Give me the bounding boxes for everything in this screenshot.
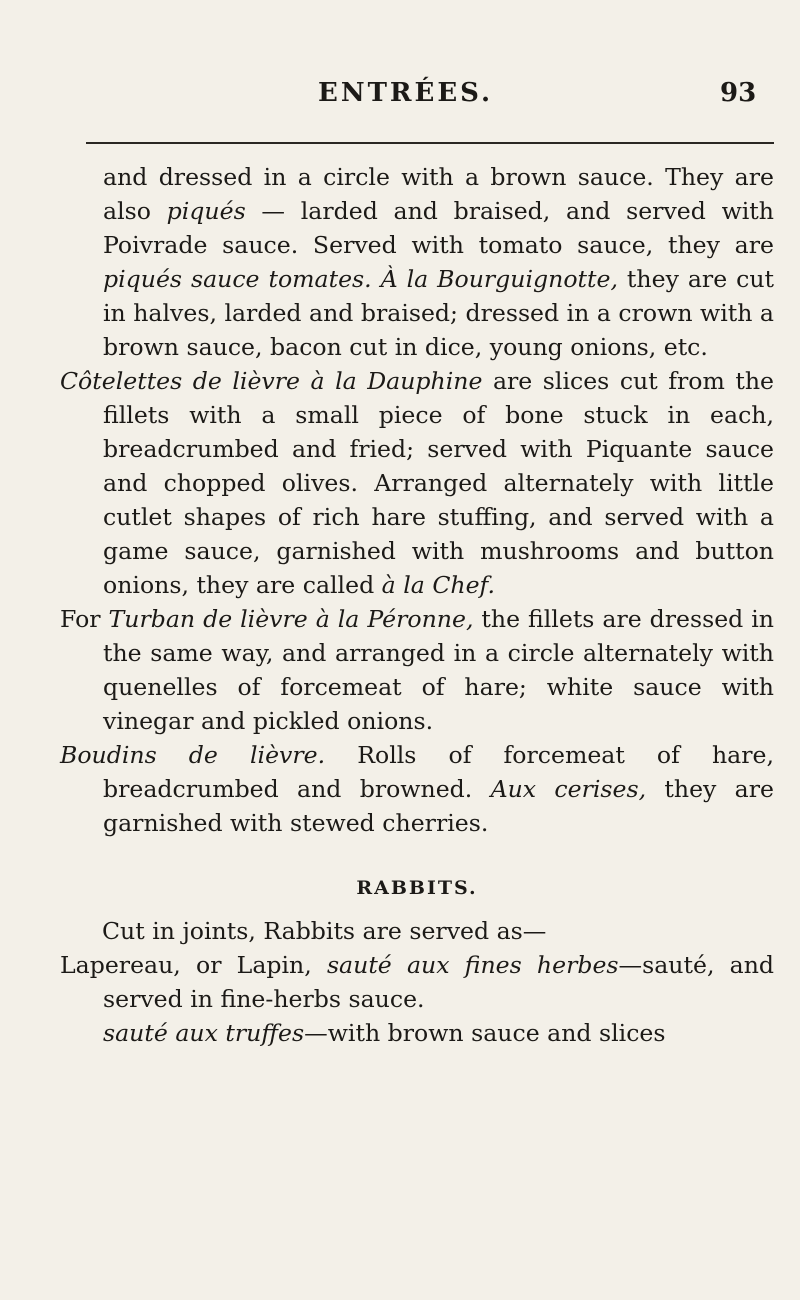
text-run: — larded and braised, and served with Poivrade sauce. Served with tomato sauce, they are [103,197,774,259]
text-run: Cut in joints, Rabbits are served as— [102,917,547,945]
text-run: Lapereau, or Lapin, [60,951,327,979]
paragraph-boudins [60,738,774,840]
text-run: —sauté, and served in fine-herbs sauce. [103,951,774,1013]
text-run: —with brown sauce and slices [304,1019,666,1047]
text-run: the fillets are dressed in the same way, and arranged in a circle alternately with quenelles of forcemeat of hare; white sauce with vinegar and pickled onions. [103,605,774,735]
text-run: they are cut in halves, larded and braised; dressed in a crown with a brown sauce, bacon cut in dice, young onions, etc. [103,265,774,361]
italic-run: Aux cerises, [490,775,647,803]
italic-run: sauté aux fines herbes [326,951,619,979]
paragraph-rabbits-intro [60,914,774,948]
italic-run: sauté aux truffes [103,1019,305,1047]
running-head: ENTRÉES. [318,78,494,108]
paragraph-turban [60,602,774,738]
text-run: For [60,605,109,633]
italic-run: piqués [166,197,246,225]
page-number: 93 [720,78,757,108]
italic-run: piqués sauce tomates. À la Bourguignotte, [103,265,618,293]
text-run: are slices cut from the fillets with a small piece of bone stuck in each, breadcrumbed and fried; served with Piquante sauce and chopped olives. Arranged alternately with little cutlet shapes of rich hare stuffing, and served with a game sauce, garnished with mushrooms and button onions, they are called [103,367,774,599]
text-run: Rolls of forcemeat of hare, breadcrumbed and browned. [103,741,774,803]
paragraph-saute-truffes [60,1016,774,1050]
paragraph-hare-piques [60,160,774,364]
body-text [60,160,774,1050]
italic-run: Turban de lièvre à la Péronne, [108,605,474,633]
text-run: they are garnished with stewed cherries. [103,775,774,837]
italic-run: Boudins de lièvre. [60,741,326,769]
text-run: and dressed in a circle with a brown sauce. They are also [103,163,774,225]
paragraph-cotelettes [60,364,774,602]
header-rule [86,142,774,144]
italic-run: Côtelettes de lièvre à la Dauphine [60,367,483,395]
italic-run: à la Chef. [381,571,495,599]
paragraph-lapereau [60,948,774,1016]
section-title-rabbits: RABBITS. [356,877,478,899]
page-header [0,78,800,118]
